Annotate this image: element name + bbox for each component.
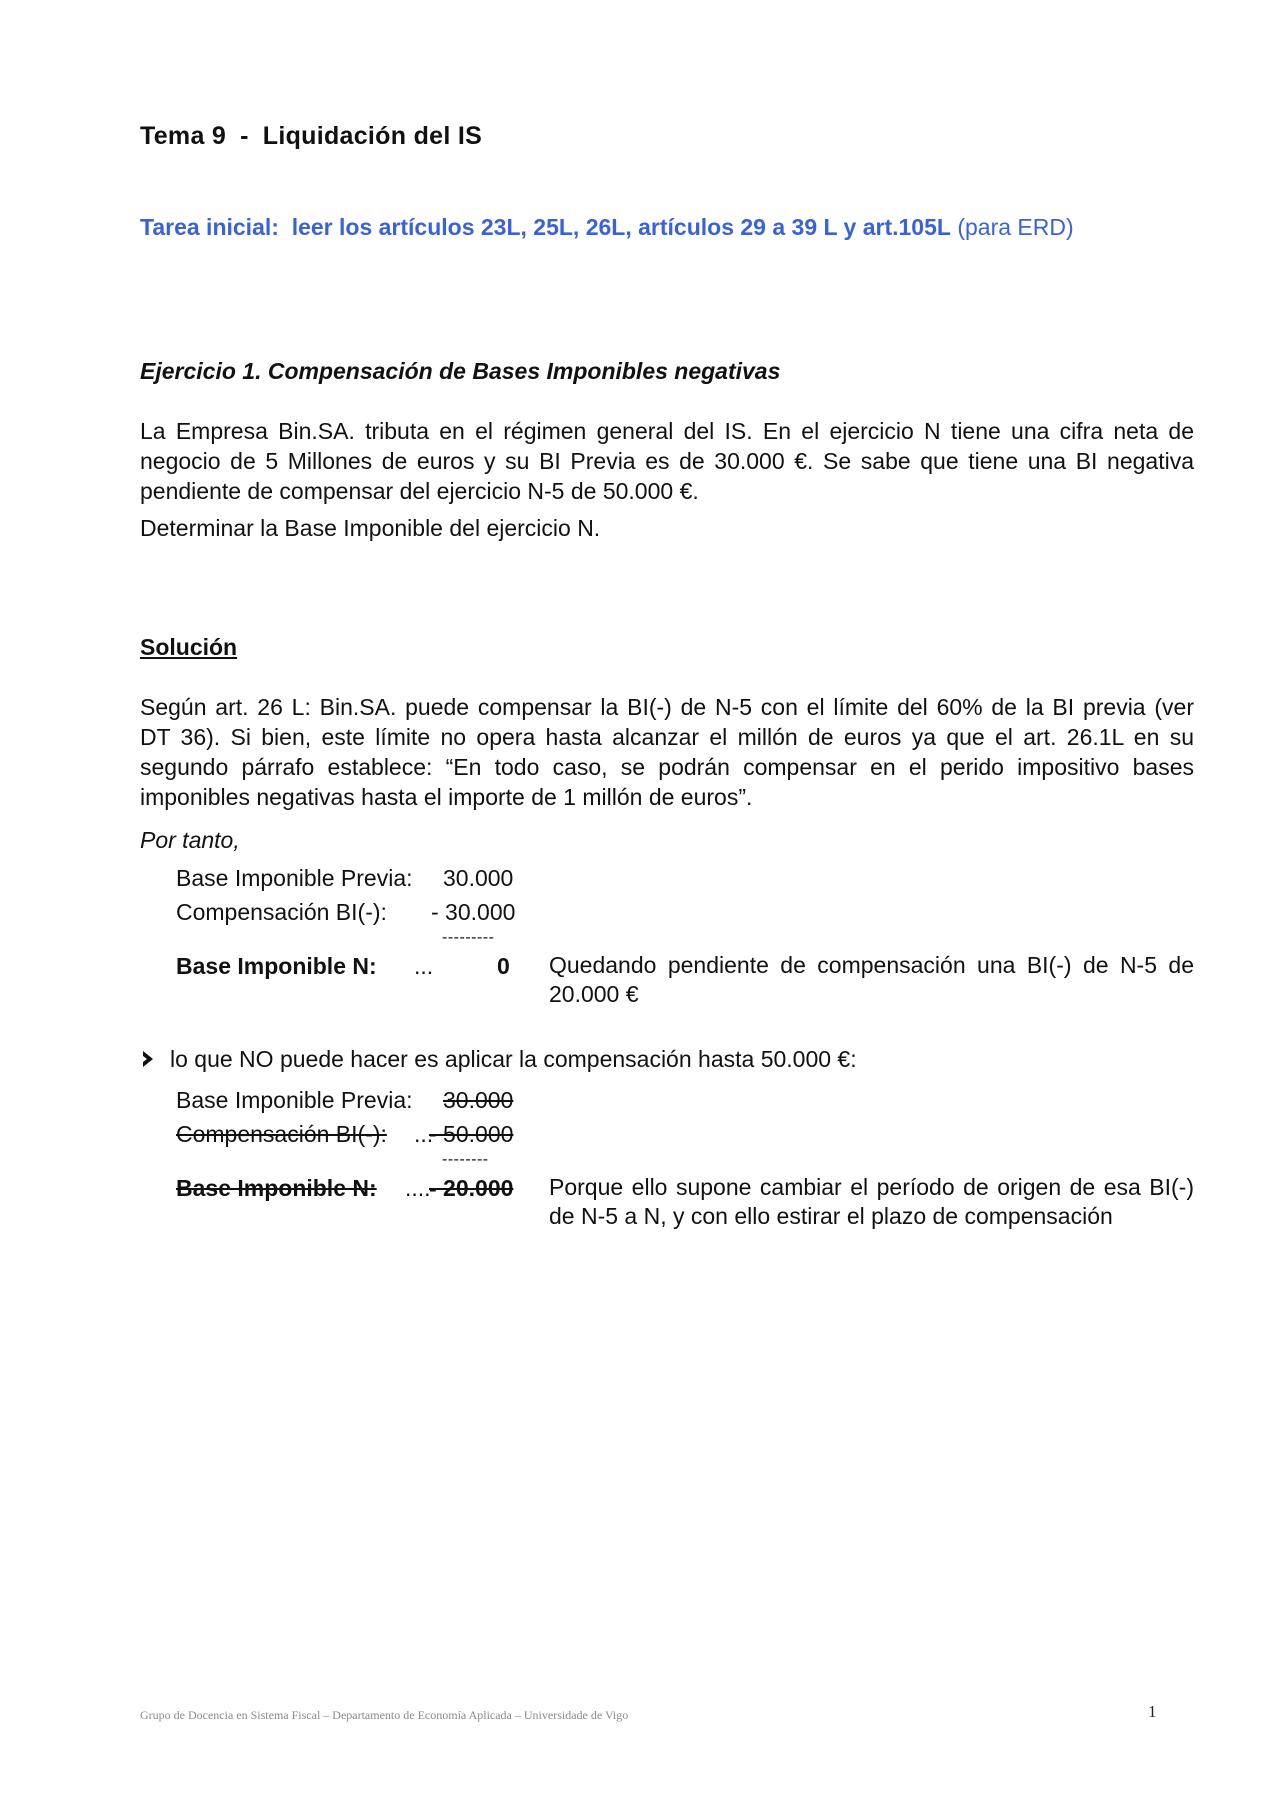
explanation-line: Según art. 26 L: Bin.SA. puede compensar la BI(-) de N-5 con el límite del 60% de la BI previa (ver: [140, 694, 1194, 720]
page-title: [140, 122, 482, 151]
calc1-result-dots: ...: [414, 953, 434, 979]
calc2-dashes: --------: [442, 1151, 489, 1168]
note-line: de N-5 a N, y con ello estirar el plazo de compensación: [549, 1203, 1113, 1229]
note-line: Quedando pendiente de compensación una BI(-) de N-5 de: [549, 952, 1194, 978]
chevron-right-icon: [140, 1050, 156, 1068]
calc2-result-value: - 20.000: [429, 1175, 514, 1201]
calc2-result-dots: ....: [405, 1175, 431, 1201]
exercise-title: Ejercicio 1. Compensación de Bases Imponibles negativas: [140, 358, 781, 384]
statement-line: pendiente de compensar del ejercicio N-5 de 50.000 €.: [140, 478, 699, 504]
calc1-result-value: 0: [497, 953, 510, 979]
calc2-row2-label: Compensación BI(-):: [176, 1121, 387, 1147]
note-line: 20.000 €: [549, 981, 639, 1007]
task-articles: leer los artículos 23L, 25L, 26L, artículos 29 a 39 L y art.105L: [291, 214, 951, 240]
calc1-note: [549, 951, 1194, 1009]
solution-explanation: [140, 692, 1194, 812]
calc2-result-label: Base Imponible N:: [176, 1175, 377, 1201]
title-separator: -: [240, 122, 249, 150]
statement-line: La Empresa Bin.SA. tributa en el régimen general del IS. En el ejercicio N tiene una cifra neta de: [140, 418, 1194, 444]
calc1-result-label: Base Imponible N:: [176, 953, 377, 979]
task-suffix: (para ERD): [957, 214, 1074, 240]
bullet-text: lo que NO puede hacer es aplicar la compensación hasta 50.000 €:: [170, 1046, 857, 1072]
calc2-row2-value: - 50.000: [429, 1121, 514, 1147]
calc2-note: [549, 1173, 1194, 1231]
explanation-line: DT 36). Si bien, este límite no opera hasta alcanzar el millón de euros ya que el art. 26.1L en su: [140, 724, 1194, 750]
task-label: Tarea inicial:: [140, 214, 279, 240]
title-tema: Tema 9: [140, 122, 227, 150]
page-number: 1: [1148, 1702, 1157, 1721]
calc2-row2-dots: ...: [414, 1121, 434, 1147]
exercise-question: Determinar la Base Imponible del ejercicio N.: [140, 515, 601, 541]
explanation-line: imponibles negativas hasta el importe de 1 millón de euros”.: [140, 784, 753, 810]
calc1-row1-label: Base Imponible Previa:: [176, 865, 413, 891]
calc1-row2-label: Compensación BI(-):: [176, 899, 387, 925]
calc2-row1-label: Base Imponible Previa:: [176, 1087, 413, 1113]
initial-task: [140, 214, 1074, 241]
calc1-dashes: ---------: [442, 929, 495, 946]
calc2-row1-value: 30.000: [443, 1087, 514, 1113]
footer-text: Grupo de Docencia en Sistema Fiscal – Departamento de Economía Aplicada – Universidade de Vigo: [140, 1708, 629, 1722]
explanation-line: segundo párrafo establece: “En todo caso, se podrán compensar en el perido impositivo bases: [140, 754, 1194, 780]
solution-title: Solución: [140, 634, 238, 660]
title-subject: Liquidación del IS: [262, 122, 483, 150]
statement-line: negocio de 5 Millones de euros y su BI Previa es de 30.000 €. Se sabe que tiene una BI negativa: [140, 448, 1194, 474]
por-tanto: Por tanto,: [140, 827, 240, 853]
exercise-statement: [140, 416, 1194, 506]
calc1-row1-value: 30.000: [443, 865, 514, 891]
calc1-row2-value: - 30.000: [431, 899, 516, 925]
note-line: Porque ello supone cambiar el período de origen de esa BI(-): [549, 1174, 1194, 1200]
